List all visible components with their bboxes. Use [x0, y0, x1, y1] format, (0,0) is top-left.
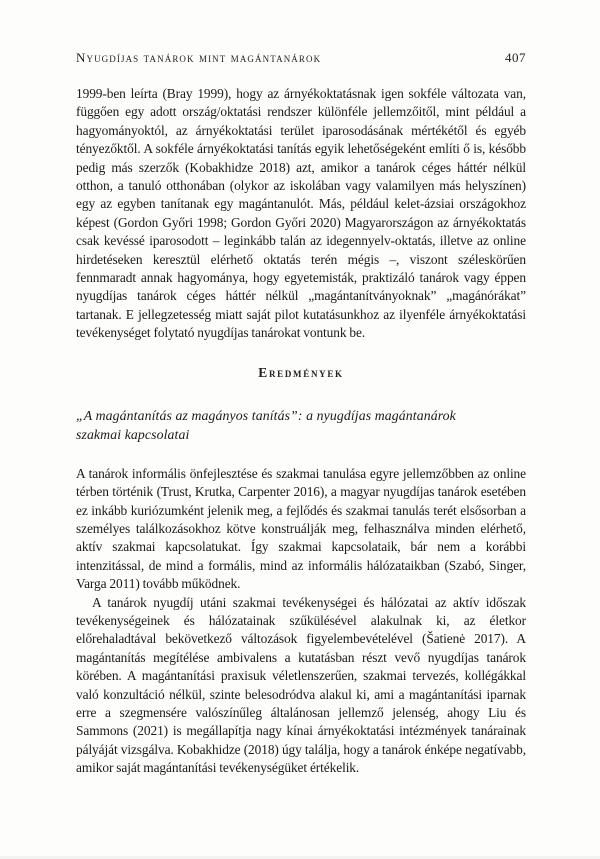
- running-head: [76, 50, 526, 66]
- paragraph-results-1: A tanárok informális önfejlesztése és szakmai tanulása egyre jellemzőbben az online térben történik (Trust, Krutka, Carpenter 2016), a magyar nyugdíjas tanárok esetében ez inkább kuriózumként jelenik meg, a fejlődés és szakmai tanulás terét elsősorban a személyes találkozásokhoz kötve konstruálják meg, felhasználva minden elérhető, aktív szakmai kapcsolatukat. Így szakmai kapcsolataik, bár nem a korábbi intenzitással, de mind a formális, mind az informális hálózataikban (Szabó, Singer, Varga 2011) tovább működnek.: [76, 465, 526, 592]
- paragraph-intro: 1999-ben leírta (Bray 1999), hogy az árnyékoktatásnak igen sokféle változata van, függően egy adott ország/oktatási rendszer különféle jellemzőitől, mint például a hagyományoktól, az árnyékoktatási terület iparosodásának mértékétől és egyéb tényezőktől. A sokféle árnyékoktatási tanítás egyik lehetőségeként említi ő is, később pedig más szerzők (Kobakhidze 2018) azt, amikor a tanárok céges háttér nélkül otthon, a tanuló otthonában (olykor az iskolában vagy valamilyen más helyszínen) egy az egyben tanítanak egy magántanulót. Más, például kelet-ázsiai országokhoz képest (Gordon Győri 1998; Gordon Győri 2020) Magyarországon az árnyékoktatás csak kevéssé iparosodott – leginkább talán az idegennyelv-oktatás, illetve az online hirdetéseken keresztül elérhető oktatás terén mégis –, viszont széleskörűen fennmaradt annak hagyománya, hogy egyetemisták, praktizáló tanárok vagy éppen nyugdíjas tanárok céges háttér nélkül „magántanítványoknak” „magánórákat” tartanak. E jellegzetesség miatt saját pilot kutatásunkhoz az ilyenféle árnyékoktatási tevékenységet folytató nyugdíjas tanárokat vontunk be.: [76, 86, 526, 341]
- paragraph-results-2: A tanárok nyugdíj utáni szakmai tevékenységei és hálózatai az aktív időszak tevékenységeinek és hálózatainak szűkülésével alakulnak ki, az életkor előrehaladtával bekövetkező változások figyelembevételével (Šatienė 2017). A magántanítás megítélése ambivalens a kutatásban részt vevő nyugdíjas tanárok körében. A magántanítási praxisuk véletlenszerűen, szakmai tervezés, kollégákkal való konzultáció nélkül, szinte belesodródva alakul ki, ami a magántanítási iparnak erre a szegmensére valószínűleg általánosan jellemző jelenség, ahogy Liu és Sammons (2021) is megállapítja nagy kínai árnyékoktatási intézmények tanárainak pályáját vizsgálva. Kobakhidze (2018) úgy találja, hogy a tanárok énképe negatívabb, amikor saját magántanítási tevékenységüket értékelik.: [76, 594, 526, 776]
- subsection-heading: [76, 406, 526, 444]
- running-header-title: Nyugdíjas tanárok mint magántanárok: [76, 50, 322, 65]
- subsection-heading-line2: szakmai kapcsolatai: [76, 426, 190, 442]
- subsection-heading-line1: „A magántanítás az magányos tanítás”: a nyugdíjas magántanárok: [76, 407, 456, 423]
- page-number: 407: [505, 50, 526, 65]
- section-heading-eredmenyek: Eredmények: [258, 364, 344, 380]
